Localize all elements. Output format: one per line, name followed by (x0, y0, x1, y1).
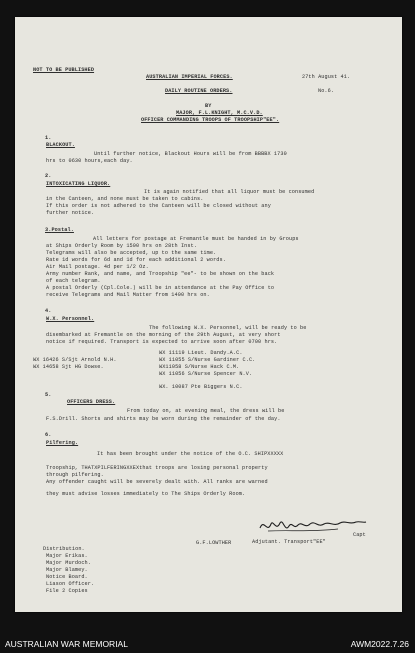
officer-name: MAJOR, F.L.KNIGHT, M.C.V.D. (176, 110, 263, 116)
personnel-entry: WX 11119 Lieut. Dandy.A.C. (159, 350, 243, 356)
section-number: 4. (45, 308, 52, 314)
section-title-liquor: INTOXICATING LIQUOR. (46, 181, 111, 187)
personnel-entry: WX. 10087 Pte Biggers N.C. (159, 384, 243, 390)
personnel-entry: WX 14658 Sjt HG Dowse. (33, 364, 104, 370)
personnel-entry: WX 16426 S/Sjt Arnold N.H. (33, 357, 117, 363)
body-line: through pilfering. (46, 472, 104, 478)
section-number: 2. (45, 173, 52, 179)
personnel-entry: WX 11056 S/Nurse Spencer N.V. (159, 371, 253, 377)
personnel-entry: WX11058 S/Nurse Hack C.M. (159, 364, 240, 370)
section-title-officers-dress: OFFICERS DRESS. (67, 399, 116, 405)
body-line: Until further notice, Blackout Hours will be from BBBBX 1730 (94, 151, 287, 157)
body-line: Telegrams will also be accepted, up to the same time. (46, 250, 217, 256)
section-number: 5. (45, 392, 52, 398)
body-line: Rate 1d words for 6d and 1d for each additional 2 words. (46, 257, 226, 263)
body-line: receive Telegrams and Mail Matter from 1400 hrs on. (46, 292, 210, 298)
body-line: From today on, at evening meal, the dress will be (127, 408, 285, 414)
order-date: 27th August 41. (302, 74, 351, 80)
body-line: hrs to 0630 hours,each day. (46, 158, 133, 164)
archive-reference: AWM2022.7.26 (350, 639, 409, 649)
body-line: of each telegram. (46, 278, 101, 284)
body-line: they must advise losses immediately to The Ships Orderly Room. (46, 491, 246, 497)
body-line: If this order is not adhered to the Canteen will be closed without any (46, 203, 271, 209)
signature-name: G.F.LOWTHER (196, 540, 232, 546)
distribution-heading: Distribution. (43, 546, 85, 552)
body-line: Troopship, THATXPILFERINGXXEXthat troops are losing personal property (46, 465, 268, 471)
body-line: further notice. (46, 210, 95, 216)
force-title: AUSTRALIAN IMPERIAL FORCES. (146, 74, 233, 80)
section-number-title-postal (45, 227, 74, 233)
not-published-label: NOT TO BE PUBLISHED (33, 67, 95, 73)
body-line: F.S.Drill. Shorts and shirts may be worn during the remainder of the day. (46, 416, 281, 422)
distribution-item: Major Blamey. (46, 567, 88, 573)
distribution-item: Major Murdoch. (46, 560, 91, 566)
section-title-pilfering: Pilfering. (46, 440, 79, 446)
body-line: A postal Orderly (Cpl.Cole.) will be in attendance at the Pay Office to (46, 285, 275, 291)
personnel-entry: WX 11055 S/Nurse Gardiner C.C. (159, 357, 256, 363)
distribution-item: Notice Board. (46, 574, 88, 580)
section-title-blackout: BLACKOUT. (46, 142, 75, 148)
orders-title: DAILY ROUTINE ORDERS. (165, 88, 233, 94)
officer-command: OFFICER COMMANDING TROOPS OF TROOPSHIP"EE". (141, 117, 280, 123)
handwritten-signature (258, 514, 368, 538)
archive-name: AUSTRALIAN WAR MEMORIAL (5, 639, 128, 649)
distribution-item: Liason Officer. (46, 581, 95, 587)
body-line: disembarked at Fremantle on the morning of the 29th August, at very short (46, 332, 281, 338)
body-line: It is again notified that all liquor must be consumed (144, 189, 315, 195)
by-label: BY (205, 103, 212, 109)
section-title-wx-personnel: W.X. Personnel. (46, 316, 95, 322)
body-line: Army number Rank, and name, and Troopship "ee"- to be shown on the back (46, 271, 275, 277)
body-line: notice if required. Transport is expected to arrive soon after 0700 hrs. (46, 339, 278, 345)
body-line: It has been brought under the notice of the O.C. SHIPXXXXX (97, 451, 284, 457)
body-line: Any offender caught will be severely dealt with. All ranks are warned (46, 479, 268, 485)
section-number: 3. (45, 227, 52, 233)
body-line: in the Canteen, and none must be taken to cabins. (46, 196, 204, 202)
body-line: at Ships Orderly Room by 1500 hrs on 28th Inst. (46, 243, 198, 249)
body-line: Air Mail postage. 4d per 1/2 Oz. (46, 264, 149, 270)
distribution-item: File 2 Copies (46, 588, 88, 594)
signature-title: Adjutant. Transport"EE" (252, 539, 326, 545)
body-line: All letters for postage at Fremantle must be handed in by Groups (93, 236, 299, 242)
signature-rank: Capt (353, 532, 366, 538)
section-number: 1. (45, 135, 52, 141)
archive-footer (0, 635, 415, 653)
distribution-item: Major Erikas. (46, 553, 88, 559)
body-line: The following W.X. Personnel, will be ready to be (149, 325, 307, 331)
section-title: Postal. (51, 227, 74, 233)
order-number: No.6. (318, 88, 335, 94)
section-number: 6. (45, 432, 52, 438)
